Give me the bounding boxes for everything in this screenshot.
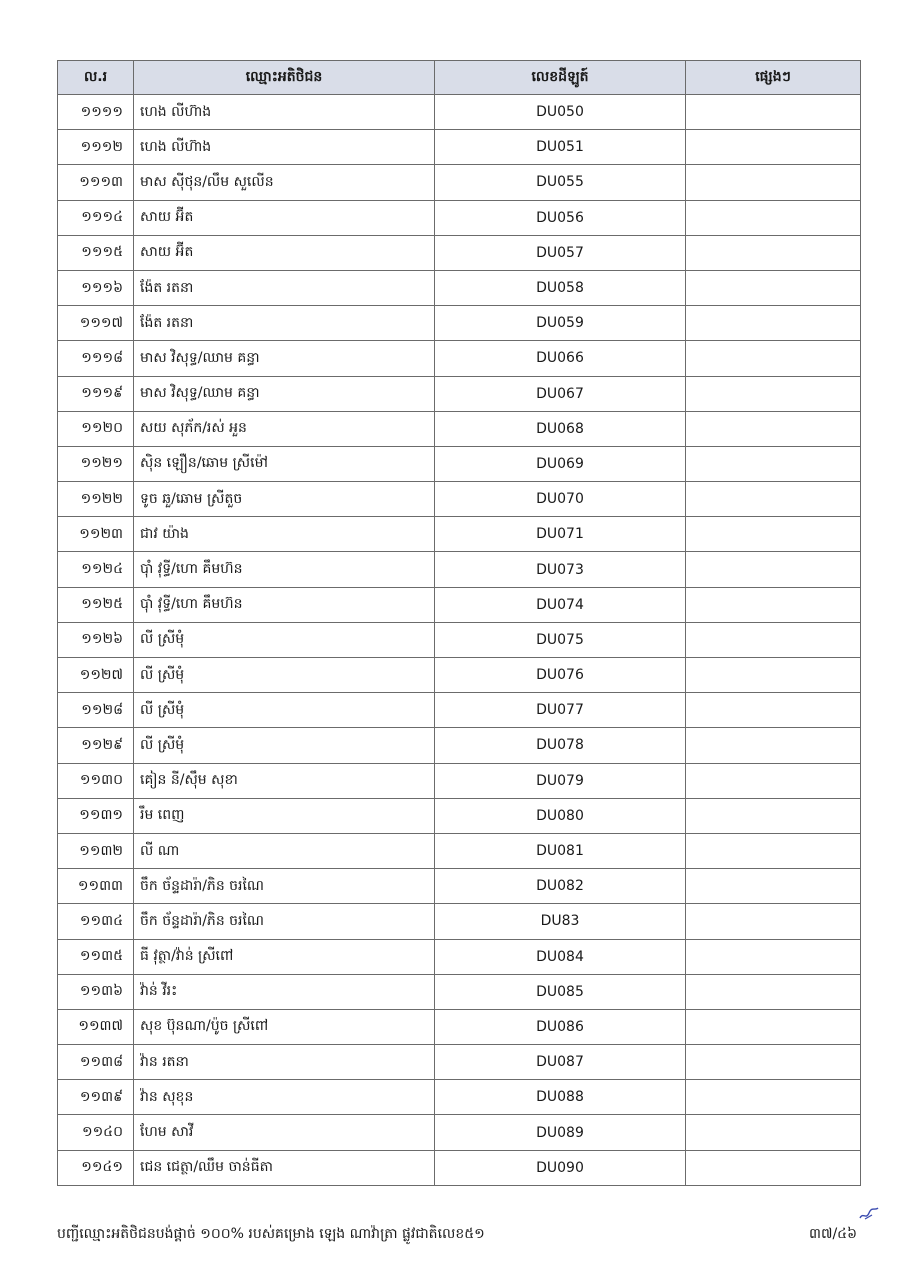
row-number: ១១១១ xyxy=(58,95,134,130)
lot-code: DU085 xyxy=(435,974,686,1009)
lot-code: DU070 xyxy=(435,482,686,517)
customer-name: ប៉ាំ វុទ្ធី/ហោ គឹមហ៊ន xyxy=(134,552,435,587)
row-note xyxy=(686,587,861,622)
customer-name: សាយ អ៊ីត xyxy=(134,200,435,235)
lot-code: DU080 xyxy=(435,798,686,833)
customer-name: ជាវ យ៉ាង xyxy=(134,517,435,552)
table-row xyxy=(58,833,861,868)
table-row xyxy=(58,517,861,552)
customer-name: ចឹក ច័ន្ទដារ៉ា/ភិន ចរណៃ xyxy=(134,904,435,939)
row-number: ១១២៣ xyxy=(58,517,134,552)
customer-name: លី ស្រីមុំ xyxy=(134,728,435,763)
lot-code: DU057 xyxy=(435,235,686,270)
table-row xyxy=(58,904,861,939)
customer-name: លី ស្រីមុំ xyxy=(134,693,435,728)
customer-name: លី ណា xyxy=(134,833,435,868)
table-row xyxy=(58,974,861,1009)
customer-name: ហែម សាវី xyxy=(134,1115,435,1150)
table-row xyxy=(58,341,861,376)
row-note xyxy=(686,869,861,904)
row-number: ១១២៥ xyxy=(58,587,134,622)
row-number: ១១១២ xyxy=(58,130,134,165)
row-note xyxy=(686,130,861,165)
row-note xyxy=(686,1115,861,1150)
table-row xyxy=(58,1045,861,1080)
table-row xyxy=(58,1150,861,1185)
customer-name: មាស វិសុទ្ធ/ឈាម គន្ធា xyxy=(134,341,435,376)
customer-name: មាស ស៊ីថុន/លឹម សួលើន xyxy=(134,165,435,200)
lot-code: DU059 xyxy=(435,306,686,341)
table-row xyxy=(58,798,861,833)
row-note xyxy=(686,728,861,763)
lot-code: DU83 xyxy=(435,904,686,939)
table-row xyxy=(58,1115,861,1150)
row-note xyxy=(686,622,861,657)
customer-name: វ៉ាន សុខុន xyxy=(134,1080,435,1115)
row-note xyxy=(686,939,861,974)
table-row xyxy=(58,869,861,904)
row-note xyxy=(686,517,861,552)
lot-code: DU069 xyxy=(435,446,686,481)
row-note xyxy=(686,446,861,481)
footer-title: បញ្ជីឈ្មោះអតិថិជនបង់ផ្តាច់ ១០០% របស់គម្រោង ឡេង ណាវ៉ាត្រា ផ្លូវជាតិលេខ៥១ xyxy=(57,1226,485,1242)
table-row xyxy=(58,939,861,974)
lot-code: DU071 xyxy=(435,517,686,552)
row-number: ១១៣១ xyxy=(58,798,134,833)
table-row xyxy=(58,411,861,446)
row-note xyxy=(686,974,861,1009)
lot-code: DU055 xyxy=(435,165,686,200)
row-number: ១១១៤ xyxy=(58,200,134,235)
row-number: ១១២១ xyxy=(58,446,134,481)
lot-code: DU058 xyxy=(435,270,686,305)
row-number: ១១៣២ xyxy=(58,833,134,868)
table-body xyxy=(58,95,861,1186)
table-row xyxy=(58,587,861,622)
header-code: លេខដីឡូត៍ xyxy=(435,61,686,95)
row-number: ១១២៨ xyxy=(58,693,134,728)
customer-name: ធី វុត្ថា/វ៉ាន់ ស្រីពៅ xyxy=(134,939,435,974)
customer-name: សយ សុភ័ក/រស់ អួន xyxy=(134,411,435,446)
lot-code: DU074 xyxy=(435,587,686,622)
row-note xyxy=(686,904,861,939)
row-number: ១១៣៣ xyxy=(58,869,134,904)
customer-name: ប៉ាំ វុទ្ធី/ហោ គឹមហ៊ន xyxy=(134,587,435,622)
row-number: ១១៣០ xyxy=(58,763,134,798)
customer-name: ជេន ជេត្ថា/ឈឹម ចាន់ធីតា xyxy=(134,1150,435,1185)
row-number: ១១៣៥ xyxy=(58,939,134,974)
row-number: ១១៣៤ xyxy=(58,904,134,939)
table-row xyxy=(58,693,861,728)
row-note xyxy=(686,552,861,587)
row-note xyxy=(686,95,861,130)
lot-code: DU077 xyxy=(435,693,686,728)
row-note xyxy=(686,658,861,693)
lot-code: DU056 xyxy=(435,200,686,235)
table-row xyxy=(58,376,861,411)
row-note xyxy=(686,1150,861,1185)
lot-code: DU075 xyxy=(435,622,686,657)
customer-name: សាយ អ៊ីត xyxy=(134,235,435,270)
row-number: ១១៣៨ xyxy=(58,1045,134,1080)
lot-code: DU076 xyxy=(435,658,686,693)
row-number: ១១២៩ xyxy=(58,728,134,763)
customer-name: ហេង លីហ៊ាង xyxy=(134,130,435,165)
customer-table xyxy=(57,60,861,1186)
row-note xyxy=(686,763,861,798)
table-row xyxy=(58,728,861,763)
row-note xyxy=(686,306,861,341)
row-note xyxy=(686,1045,861,1080)
table-row xyxy=(58,658,861,693)
customer-name: មាស វិសុទ្ធ/ឈាម គន្ធា xyxy=(134,376,435,411)
table-row xyxy=(58,482,861,517)
table-row xyxy=(58,446,861,481)
customer-name: ចឹក ច័ន្ទដារ៉ា/ភិន ចរណៃ xyxy=(134,869,435,904)
table-row xyxy=(58,95,861,130)
lot-code: DU082 xyxy=(435,869,686,904)
customer-name: លី ស្រីមុំ xyxy=(134,658,435,693)
row-number: ១១១៣ xyxy=(58,165,134,200)
lot-code: DU078 xyxy=(435,728,686,763)
row-number: ១១២៧ xyxy=(58,658,134,693)
row-note xyxy=(686,341,861,376)
customer-name: ទូច ឆួ/ឆោម ស្រីតួច xyxy=(134,482,435,517)
row-note xyxy=(686,411,861,446)
header-no: ល.រ xyxy=(58,61,134,95)
table-row xyxy=(58,165,861,200)
lot-code: DU068 xyxy=(435,411,686,446)
row-note xyxy=(686,1080,861,1115)
lot-code: DU089 xyxy=(435,1115,686,1150)
header-row xyxy=(58,61,861,95)
table-row xyxy=(58,1080,861,1115)
row-note xyxy=(686,235,861,270)
row-note xyxy=(686,482,861,517)
page-number: ៣៧/៤៦ xyxy=(809,1226,857,1242)
lot-code: DU067 xyxy=(435,376,686,411)
table-row xyxy=(58,306,861,341)
lot-code: DU079 xyxy=(435,763,686,798)
table-header xyxy=(58,61,861,95)
customer-name: វ៉ាន រតនា xyxy=(134,1045,435,1080)
customer-name: ង៉ែត រតនា xyxy=(134,270,435,305)
row-number: ១១៣៧ xyxy=(58,1009,134,1044)
table-row xyxy=(58,270,861,305)
row-number: ១១១៦ xyxy=(58,270,134,305)
row-number: ១១១៩ xyxy=(58,376,134,411)
table-row xyxy=(58,622,861,657)
table-row xyxy=(58,1009,861,1044)
customer-name: គៀន នី/ស៊ឹម សុខា xyxy=(134,763,435,798)
row-note xyxy=(686,798,861,833)
handwritten-mark-icon xyxy=(858,1206,880,1222)
row-number: ១១៣៩ xyxy=(58,1080,134,1115)
customer-name: ហេង លីហ៊ាង xyxy=(134,95,435,130)
row-number: ១១៤០ xyxy=(58,1115,134,1150)
table-row xyxy=(58,763,861,798)
row-number: ១១៣៦ xyxy=(58,974,134,1009)
row-number: ១១២៤ xyxy=(58,552,134,587)
row-number: ១១៤១ xyxy=(58,1150,134,1185)
table-row xyxy=(58,235,861,270)
row-note xyxy=(686,693,861,728)
row-note xyxy=(686,833,861,868)
table-row xyxy=(58,200,861,235)
header-note: ផ្សេងៗ xyxy=(686,61,861,95)
lot-code: DU087 xyxy=(435,1045,686,1080)
customer-name: ង៉ែត រតនា xyxy=(134,306,435,341)
customer-name: វ៉ាន់ វីរះ xyxy=(134,974,435,1009)
customer-name: ស៊ិន ឡឿន/ឆោម ស្រីម៉ៅ xyxy=(134,446,435,481)
row-number: ១១១៨ xyxy=(58,341,134,376)
customer-name: រឹម ពេញ xyxy=(134,798,435,833)
lot-code: DU084 xyxy=(435,939,686,974)
row-number: ១១១៧ xyxy=(58,306,134,341)
lot-code: DU066 xyxy=(435,341,686,376)
lot-code: DU051 xyxy=(435,130,686,165)
lot-code: DU088 xyxy=(435,1080,686,1115)
row-note xyxy=(686,165,861,200)
row-note xyxy=(686,376,861,411)
customer-name: សុខ ប៊ុនណា/ប៉ូច ស្រីពៅ xyxy=(134,1009,435,1044)
row-note xyxy=(686,200,861,235)
row-number: ១១២០ xyxy=(58,411,134,446)
row-note xyxy=(686,270,861,305)
customer-name: លី ស្រីមុំ xyxy=(134,622,435,657)
header-name: ឈ្មោះអតិថិជន xyxy=(134,61,435,95)
lot-code: DU050 xyxy=(435,95,686,130)
row-note xyxy=(686,1009,861,1044)
lot-code: DU086 xyxy=(435,1009,686,1044)
lot-code: DU073 xyxy=(435,552,686,587)
lot-code: DU081 xyxy=(435,833,686,868)
row-number: ១១២២ xyxy=(58,482,134,517)
table-row xyxy=(58,130,861,165)
table-row xyxy=(58,552,861,587)
row-number: ១១១៥ xyxy=(58,235,134,270)
lot-code: DU090 xyxy=(435,1150,686,1185)
row-number: ១១២៦ xyxy=(58,622,134,657)
